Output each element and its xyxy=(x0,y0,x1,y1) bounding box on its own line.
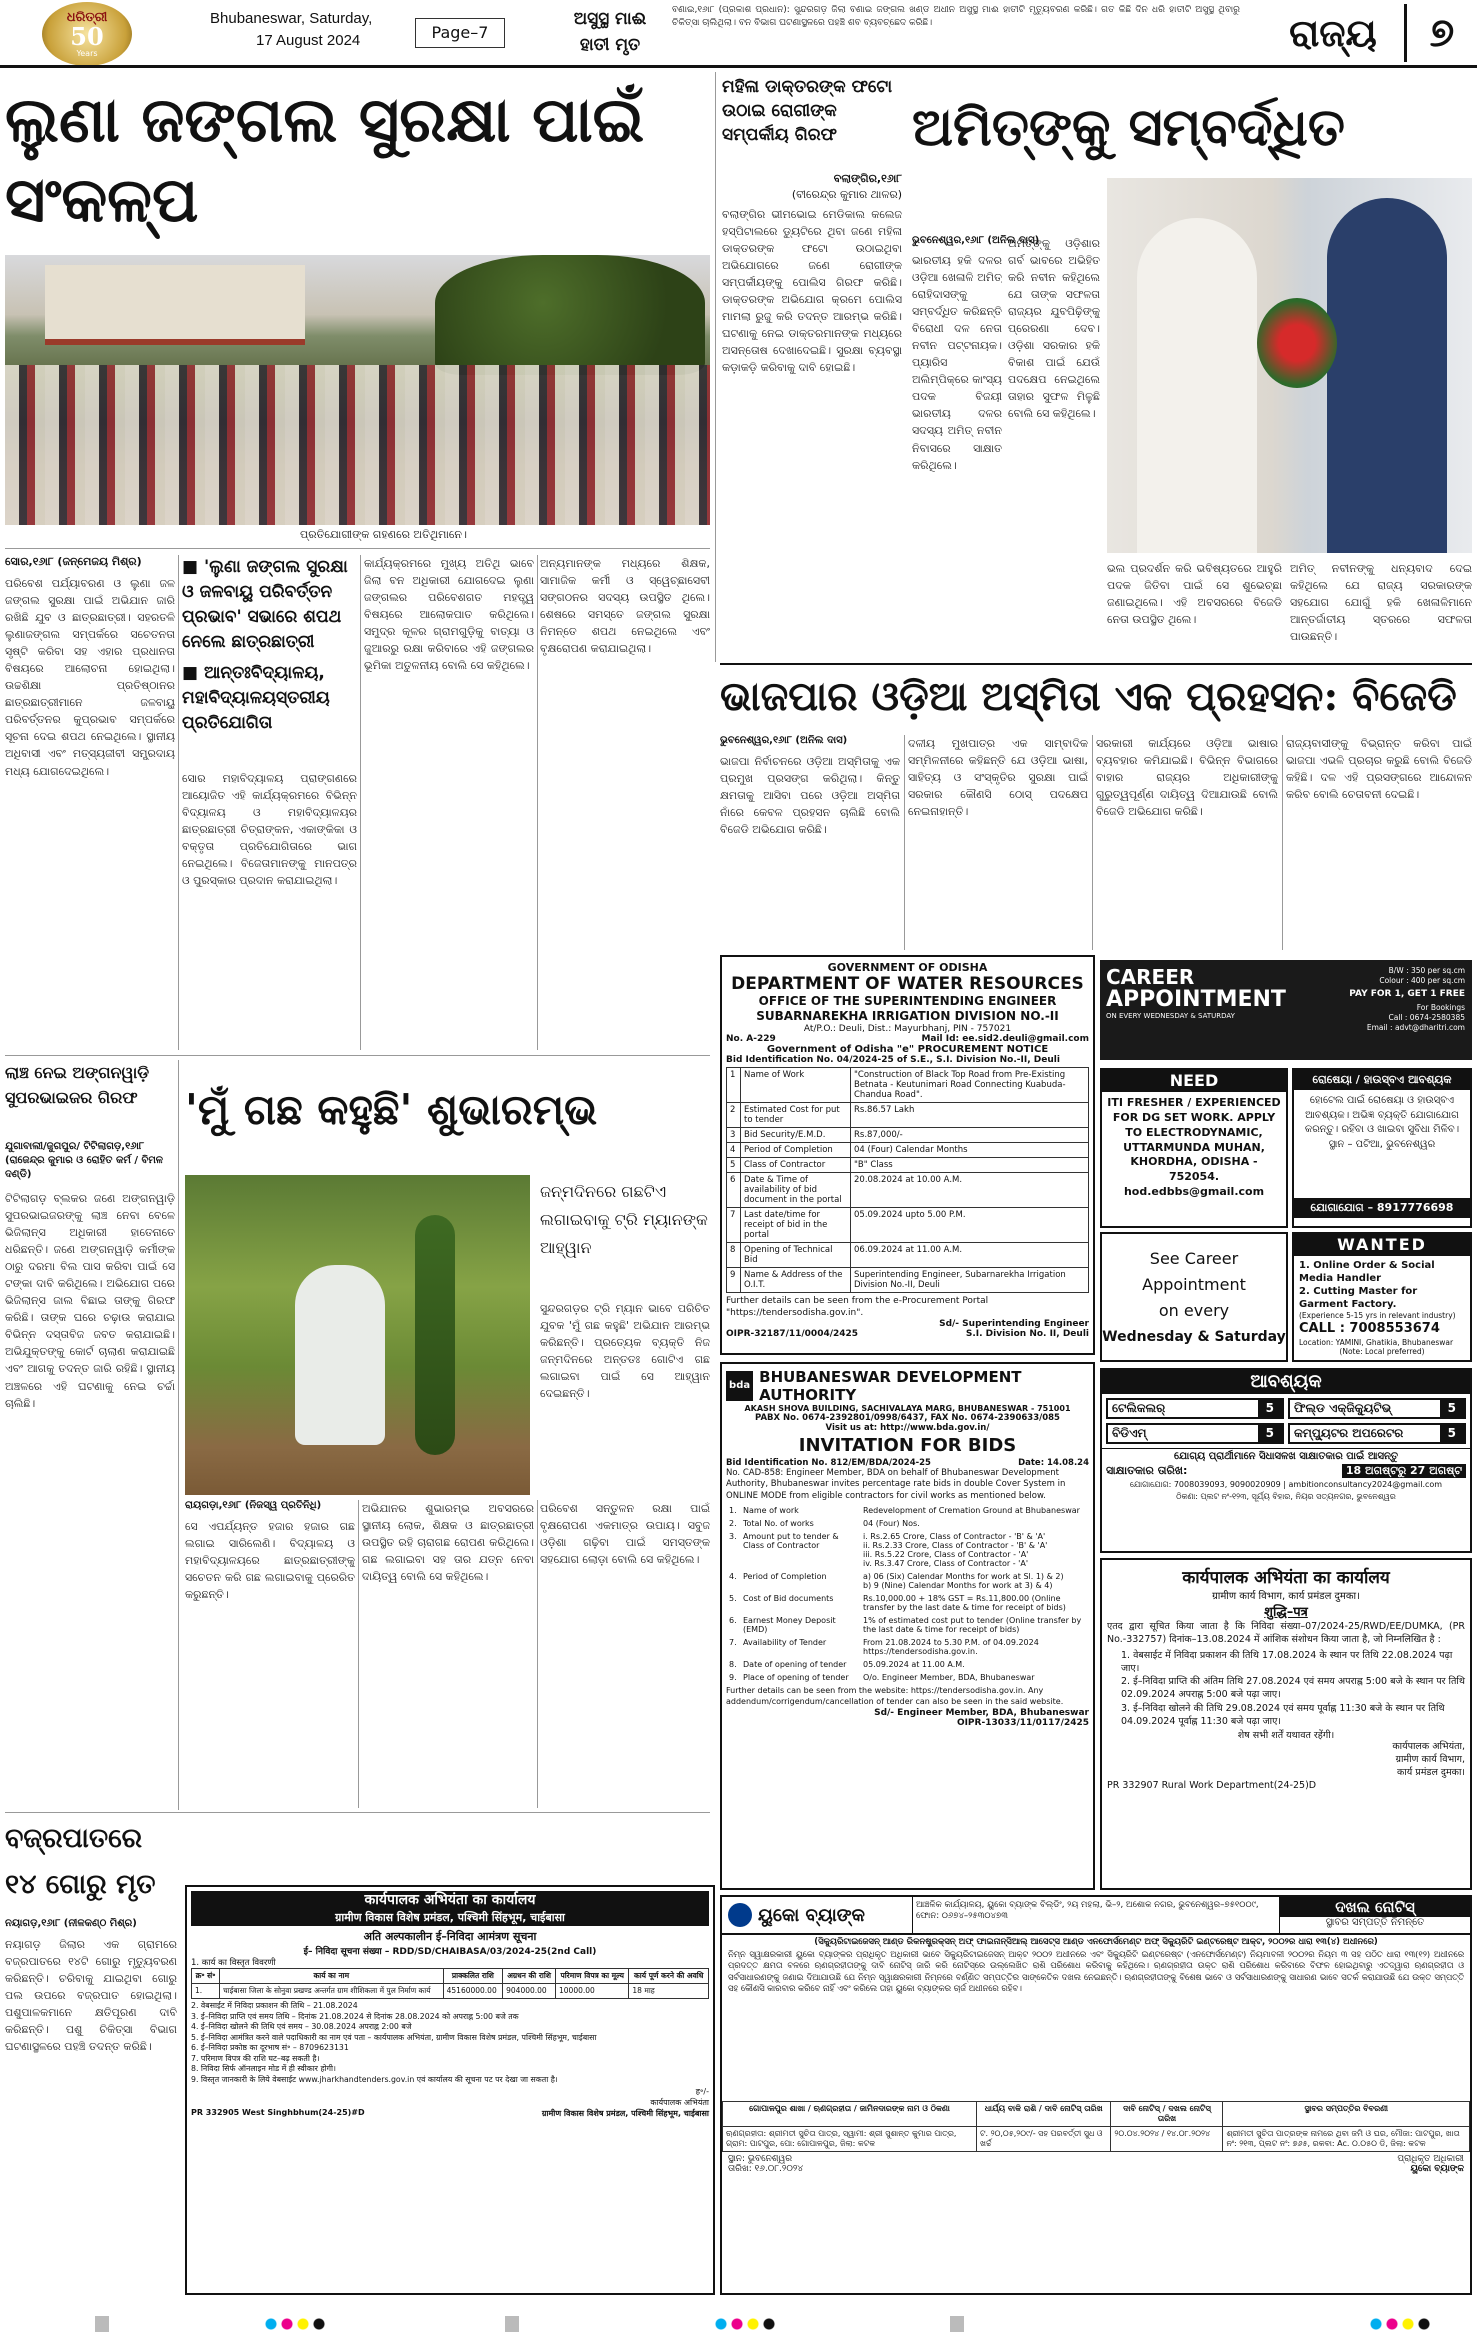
sapling xyxy=(415,1215,455,1455)
doctor-byline: (ବୀରେନ୍ଦ୍ର କୁମାର ଥାଳର) xyxy=(791,188,902,201)
naveen-body-4: ଅମିତ୍ ନବୀନଙ୍କୁ ଧନ୍ୟବାଦ ଦେଇ କହିଥିଲେ ଯେ ରାଜ୍ୟ ସରକାରଙ୍କ ସହଯୋଗ ଯୋଗୁଁ ହକି ଖେଳାଳିମାନେ ଆନ୍ତର୍ଜାତୀୟ ସ୍ତରରେ ସଫଳତା ପାଉଛନ୍ତି। xyxy=(1290,562,1472,644)
bda-web: Visit us at: http://www.bda.gov.in/ xyxy=(825,1423,990,1433)
dowr-footer: Further details can be seen from the e-Procurement Portal "https://tendersodisha.gov.in". xyxy=(726,1296,989,1319)
table-cell: 6. xyxy=(729,1616,737,1626)
abasyak-post-count: 5 xyxy=(1440,1425,1464,1442)
table-cell: Estimated Cost for put to tender xyxy=(741,1103,851,1128)
career-call: For Bookings xyxy=(1416,1003,1465,1013)
dowr-bid-id: Bid Identification No. 04/2024-25 of S.E., S.I. Division No.-II, Deuli xyxy=(726,1055,1060,1065)
lead-body-4: ଅନ୍ୟମାନଙ୍କ ମଧ୍ୟରେ ଶିକ୍ଷକ, ସାମାଜିକ କର୍ମୀ ଓ ସ୍ୱେଚ୍ଛାସେବୀ ସଙ୍ଗଠନର ସଦସ୍ୟ ଉପସ୍ଥିତ ଥିଲେ। ଶେଷରେ ସମସ୍ତେ ଜଙ୍ଗଲ ସୁରକ୍ଷା ନିମନ୍ତେ ଶପଥ ନେଇଥିଲେ ଏବଂ ବୃକ୍ଷରୋପଣ କରାଯାଇଥିଲା। xyxy=(540,557,710,656)
table-cell: Availability of Tender xyxy=(743,1638,827,1648)
table-row xyxy=(726,1504,1089,1517)
table-row xyxy=(727,1158,1089,1173)
ad-career xyxy=(1100,960,1472,1060)
brand-logo xyxy=(42,2,132,66)
dowr-top: GOVERNMENT OF ODISHA xyxy=(827,961,988,974)
uco-intro: (ସିକ୍ୟୁରିଟାଇଜେସନ୍ ଆଣ୍ଡ ରିକନଷ୍ଟ୍ରକ୍ସନ୍ ଅଫ୍ ଫାଇନାନ୍ସିଆଲ୍ ଆସେଟ୍ସ ଆଣ୍ଡ ଏନଫୋର୍ସମେଣ୍ଟ ଅଫ୍ ସିକ୍ୟୁରିଟି ଇଣ୍ଟରେଷ୍ଟ ଆକ୍ଟ, ୨୦୦୨ର ଧାରା ୧୩(୪) ଅଧୀନରେ) xyxy=(814,1937,1378,1947)
dateline-block xyxy=(210,8,410,58)
career-title-2: APPOINTMENT xyxy=(1106,987,1286,1012)
chaibasa-ref: ई– निविदा सूचना संख्या – RDD/SD/CHAIBASA/03/2024-25(2nd Call) xyxy=(303,1947,597,1957)
bjd-dateline: ଭୁବନେଶ୍ୱର,୧୬ା୮ (ଅନିଲ ଦାସ) xyxy=(720,735,848,746)
table-cell: Date & Time of availability of bid document in the portal xyxy=(741,1173,851,1208)
chaibasa-sub2: 1. कार्य का विस्तृत विवरणी xyxy=(191,1958,276,1968)
uco-header-2: ଧାର୍ଯ୍ୟ ବାକି ରାଶି / ଦାବି ନୋଟିସ୍ ତାରିଖ xyxy=(976,2102,1110,2127)
need-body: ITI FRESHER / EXPERIENCED FOR DG SET WORK. APPLY TO ELECTRODYNAMIC, UTTARMUNDA MUHAN, KHORDHA, ODISHA - 752054. hod.edbbs@gmail.com xyxy=(1107,1096,1281,1199)
uco-bank-label: ୟୁକୋ ବ୍ୟାଙ୍କ xyxy=(758,1904,865,1926)
uco-logo-icon xyxy=(728,1903,752,1927)
table-row xyxy=(726,1530,1089,1570)
ad-odia-job xyxy=(1292,1068,1472,1228)
lead-headline: ଲୁଣା ଜଙ୍ଗଲ ସୁରକ୍ଷା ପାଇଁ ସଂକଳ୍ପ xyxy=(5,83,645,236)
hindi-title: कार्यपालक अभियंता का कार्यालय xyxy=(1182,1568,1390,1588)
table-cell: 20.08.2024 at 10.00 A.M. xyxy=(851,1173,1089,1208)
uco-header-4: ସ୍ଥାବର ସମ୍ପତ୍ତିର ବିବରଣୀ xyxy=(1223,2102,1470,2127)
hindi-sub: ग्रामीण कार्य विभाग, कार्य प्रमंडल दुमका। xyxy=(1212,1591,1360,1602)
hindi-corr: शुद्धि–पत्र xyxy=(1264,1605,1308,1620)
chaibasa-item: 7. परिमाण विपत्र की राशि घट–बढ़ सकती है। xyxy=(191,2053,320,2063)
anniversary-number: 50 xyxy=(70,22,104,51)
building-shape xyxy=(45,265,305,345)
dowr-sign-2: S.I. Division No. II, Deuli xyxy=(965,1329,1089,1340)
lead-body-1: ପରିବେଶ ପର୍ଯ୍ୟାବରଣ ଓ ଲୁଣା ଜଳ ଜଙ୍ଗଲ ସୁରକ୍ଷା ପାଇଁ ଅଭିଯାନ ଜାରି ରଖିଛି ଯୁବ ଓ ଛାତ୍ରଛାତ୍ରୀ। ସହରତଳି ଲୁଣାଜଙ୍ଗଲ ସମ୍ପର୍କରେ ସଚେତନତା ସୃଷ୍ଟି କରିବା ସହ ଏହାର ପ୍ରଧାନତା ବିଷୟରେ ଆଲୋଚନା ହୋଇଥିଲା। ଉଚ୍ଚଶିକ୍ଷା ପ୍ରତିଷ୍ଠାନର ଛାତ୍ରଛାତ୍ରୀମାନେ ଜଳବାୟୁ ପରିବର୍ତ୍ତନର କୁପ୍ରଭାବ ସମ୍ପର୍କରେ ସୂଚନା ଦେଇ ଶପଥ ନେଇଥିଲେ। ସ୍ଥାନୀୟ ଅଧିବାସୀ ଏବଂ ମତ୍ସ୍ୟଜୀବୀ ସମ୍ପ୍ରଦାୟ ମଧ୍ୟ ଯୋଗଦେଇଥିଲେ। xyxy=(5,577,175,778)
table-header: क्र॰ सं॰ xyxy=(192,1969,220,1984)
table-cell: Earnest Money Deposit (EMD) xyxy=(743,1616,836,1635)
table-cell: चाईबासा जिला के सोनुवा प्रखण्ड अन्तर्गत ग्राम शीशिकला में पुल निर्माण कार्य xyxy=(219,1984,443,1999)
page-label: Page–7 xyxy=(415,18,505,48)
lead-body-2: ସୋର ମହାବିଦ୍ୟାଳୟ ପ୍ରାଙ୍ଗଣରେ ଆୟୋଜିତ ଏହି କାର୍ଯ୍ୟକ୍ରମରେ ବିଭିନ୍ନ ବିଦ୍ୟାଳୟ ଓ ମହାବିଦ୍ୟାଳୟର ଛାତ୍ରଛାତ୍ରୀ ଚିତ୍ରାଙ୍କନ, ଏକାଙ୍କିକା ଓ ବକ୍ତୃତା ପ୍ରତିଯୋଗିତାରେ ଭାଗ ନେଇଥିଲେ। ବିଜେତାମାନଙ୍କୁ ମାନପତ୍ର ଓ ପୁରସ୍କାର ପ୍ରଦାନ କରାଯାଇଥିଲା। xyxy=(182,772,357,888)
table-cell: 1. xyxy=(192,1984,220,1999)
career-offer: PAY FOR 1, GET 1 FREE xyxy=(1349,988,1465,999)
naveen-headline: ଅମିତ୍‌ଙ୍କୁ ସମ୍ବର୍ଦ୍ଧିତ xyxy=(912,97,1345,158)
brand-name: ଧରିତ୍ରୀ xyxy=(66,10,108,25)
abasyak-date: 18 ଅଗଷ୍ଟରୁ 27 ଅଗଷ୍ଟ xyxy=(1342,1464,1466,1478)
bda-bid-id: Bid Identification No. 812/EM/BDA/2024-25 xyxy=(726,1458,931,1468)
table-row xyxy=(727,1103,1089,1128)
table-row xyxy=(727,1243,1089,1268)
chaibasa-item: 3. ई–निविदा प्राप्ति एवं समय तिथि – दिनांक 21.08.2024 से दिनांक 28.08.2024 को अपराह्न 5:00 बजे तक xyxy=(191,2011,519,2021)
abasyak-post-label: ବିଡିଏମ୍ xyxy=(1112,1426,1147,1440)
teaser-head-2: ହାତୀ ମୃତ xyxy=(579,35,641,55)
bda-contact: PABX No. 0674-2392801/0998/6437, FAX No. 0674-2390633/085 xyxy=(755,1413,1060,1423)
table-row xyxy=(726,1592,1089,1614)
table-cell: 9 xyxy=(727,1268,741,1293)
abasyak-contact: ଯୋଗାଯୋଗ: 7008039093, 9090020909 | ambitionconsultancy2024@gmail.com xyxy=(1129,1480,1443,1489)
tree-body-1: ସୁନ୍ଦରଗଡ଼ର ଟ୍ରି ମ୍ୟାନ ଭାବେ ପରିଚିତ ଯୁବକ 'ମୁଁ ଗଛ କହୁଛି' ଅଭିଯାନ ଆରମ୍ଭ କରିଛନ୍ତି। ପ୍ରତ୍ୟେକ ବ୍ୟକ୍ତି ନିଜ ଜନ୍ମଦିନରେ ଅନ୍ତତଃ ଗୋଟିଏ ଗଛ ଲଗାଇବା ପାଇଁ ସେ ଆହ୍ୱାନ ଦେଇଛନ୍ତି। xyxy=(540,1302,710,1401)
ad-hindi-dumka xyxy=(1100,1558,1472,1890)
bda-oipr: OIPR-13033/11/0117/2425 xyxy=(956,1718,1089,1728)
anganwadi-body: ଟିଟିଲାଗଡ଼ ବ୍ଲକର ଜଣେ ଅଙ୍ଗନୱାଡ଼ି ସୁପରଭାଇଜରଙ୍କୁ ଲାଞ୍ଚ ନେବା ବେଳେ ଭିଜିଲାନ୍ସ ଅଧିକାରୀ ହାତେନାତେ ଧରିଛନ୍ତି। ଜଣେ ଅଙ୍ଗନୱାଡ଼ି କର୍ମୀଙ୍କ ଠାରୁ ଦରମା ବିଲ ପାସ କରିବା ପାଇଁ ସେ ଟଙ୍କା ଦାବି କରିଥିଲେ। ଅଭିଯୋଗ ପରେ ଭିଜିଲାନ୍ସ ଜାଲ ବିଛାଇ ତାଙ୍କୁ ଗିରଫ କରିଛି। ତାଙ୍କ ଘରେ ଚଢ଼ାଉ କରାଯାଇ ବିଭିନ୍ନ ଦସ୍ତାବିଜ ଜବତ କରାଯାଇଛି। ଅଭିଯୁକ୍ତଙ୍କୁ କୋର୍ଟ ଚାଲାଣ କରାଯାଇଛି ଏବଂ ଆଗକୁ ତଦନ୍ତ ଜାରି ରହିଛି। ସ୍ଥାନୀୟ ଅଞ୍ଚଳରେ ଏହି ଘଟଣାକୁ ନେଇ ଚର୍ଚ୍ଚା ଚାଲିଛି। xyxy=(5,1192,175,1410)
table-cell: 7. xyxy=(729,1638,737,1648)
uco-cell-1: ଋଣଗ୍ରହୀତା: ଶ୍ରୀମତୀ ସୁଚିତା ପାତ୍ର, ସ୍ୱାମୀ: ଶ୍ରୀ ସୁଶାନ୍ତ କୁମାର ପାତ୍ର, ଗ୍ରାମ: ପାଟପୁର, ପୋ: ଗୋପାଳପୁର, ଜିଲା: କଟକ xyxy=(723,2127,977,2152)
table-cell: Name of Work xyxy=(741,1068,851,1103)
uco-cell-2: ଟ. ୨୦,୦୫,୨୦୯/- ସହ ପରବର୍ତ୍ତୀ ସୁଧ ଓ ଖର୍ଚ୍ଚ xyxy=(976,2127,1110,2152)
tree-body-3: ଅଭିଯାନର ଶୁଭାରମ୍ଭ ଅବସରରେ ସ୍ଥାନୀୟ ଲୋକ, ଶିକ୍ଷକ ଓ ଛାତ୍ରଛାତ୍ରୀ ଉପସ୍ଥିତ ରହି ଚାରାଗଛ ରୋପଣ କରିଥିଲେ। ଗଛ ଲଗାଇବା ସହ ତାର ଯତ୍ନ ନେବା ଦାୟିତ୍ୱ ବୋଲି ସେ କହିଥିଲେ। xyxy=(362,1502,534,1584)
uco-table xyxy=(722,2101,1470,2152)
registration-bar-right xyxy=(950,2316,964,2332)
wanted-item-1: 1. Online Order & Social Media Handler xyxy=(1299,1260,1435,1284)
abasyak-post-count: 5 xyxy=(1258,1400,1282,1417)
table-row xyxy=(726,1570,1089,1592)
lightning-headline-2: ୧୪ ଗୋରୁ ମୃତ xyxy=(5,1869,156,1900)
table-row xyxy=(727,1173,1089,1208)
anganwadi-headline: ଲାଞ୍ଚ ନେଇ ଅଙ୍ଗନୱାଡ଼ି ସୁପରଭାଇଜର ଗିରଫ xyxy=(5,1063,150,1107)
chaibasa-sign-2: कार्यपालक अभियंता xyxy=(650,2097,709,2107)
career-rate-2: Colour : 400 per sq.cm xyxy=(1379,975,1465,985)
chaibasa-item: 5. ई–निविदा आमंत्रित करने वाले पदाधिकारी का नाम एवं पता – कार्यपालक अभियंता, ग्रामीण विकास विशेष प्रमंडल, पश्चिमी सिंहभूम, चाईबासा xyxy=(191,2032,597,2042)
table-cell: 4 xyxy=(727,1143,741,1158)
table-cell: 5 xyxy=(727,1158,741,1173)
anganwadi-dateline: ଯୁଗାବାଲୀ/ଜୁଗପୁର/ ଟିଟିଲାଗଡ଼,୧୬ା୮ (ରାଜେନ୍ଦ୍ର କୁମାର ଓ ରୋହିତ କର୍ମ / ବିମଳ ଦଣ୍ଡି) xyxy=(5,1141,164,1180)
table-cell: Last date/time for receipt of bid in the portal xyxy=(741,1208,851,1243)
table-cell: 06.09.2024 at 11.00 A.M. xyxy=(851,1243,1089,1268)
table-cell: 4. xyxy=(729,1572,737,1582)
table-cell: 904000.00 xyxy=(503,1984,556,1999)
dateline-day: Bhubaneswar, Saturday, xyxy=(210,10,373,27)
lead-subhead-1: ■ 'ଲୁଣା ଜଙ୍ଗଲ ସୁରକ୍ଷା ଓ ଜଳବାୟୁ ପରିବର୍ତ୍ତନ ପ୍ରଭାବ' ସଭାରେ ଶପଥ ନେଲେ ଛାତ୍ରଛାତ୍ରୀ xyxy=(182,557,348,652)
table-cell: 1. xyxy=(729,1506,737,1516)
abasyak-note: ଯୋଗ୍ୟ ପ୍ରାର୍ଥୀମାନେ ସିଧାସଳଖ ସାକ୍ଷାତକାର ପାଇଁ ଆସନ୍ତୁ xyxy=(1102,1448,1470,1464)
teaser-body: ବଣାଇ,୧୬ା୮ (ପ୍ରକାଶ ପ୍ରଧାନ): ସୁନ୍ଦରଗଡ଼ ଜିଲା ବଣାଇ ଜଙ୍ଗଲ ଖଣ୍ଡ ଅଧୀନ ଅସୁସ୍ଥ ମାଈ ହାତୀଟି ମୃତ୍ୟୁବରଣ କରିଛି। ଗତ କିଛି ଦିନ ଧରି ହାତୀଟି ଅସୁସ୍ଥ ଥିବାରୁ ଚିକିତ୍ସା ଚାଲିଥିଲା। ବନ ବିଭାଗ ଘଟଣାସ୍ଥଳରେ ପହଞ୍ଚି ଶବ ବ୍ୟବଚ୍ଛେଦ କରିଛି। xyxy=(672,5,1240,28)
abasyak-post-count: 5 xyxy=(1258,1425,1282,1442)
naveen-photo xyxy=(1107,178,1472,553)
bda-intro: No. CAD-858: Engineer Member, BDA on behalf of Bhubaneswar Development Authority, Bhubaneswar invites percentage rate bids in double Cover System in ONLINE MODE from eligible contractors for civil works as mentioned below. xyxy=(726,1468,1066,1501)
table-cell: 7 xyxy=(727,1208,741,1243)
abasyak-date-label: ସାକ୍ଷାତକାର ତାରିଖ: xyxy=(1106,1464,1188,1477)
dowr-oipr: OIPR-32187/11/0004/2425 xyxy=(726,1329,859,1340)
lead-subhead-2: ■ ଆନ୍ତଃବିଦ୍ୟାଳୟ, ମହାବିଦ୍ୟାଳୟସ୍ତରୀୟ ପ୍ରତିଯୋଗିତା xyxy=(182,663,330,733)
uco-body: ନିମ୍ନ ସ୍ୱାକ୍ଷରକାରୀ ୟୁକୋ ବ୍ୟାଙ୍କର ପ୍ରାଧିକୃତ ଅଧିକାରୀ ଭାବେ ସିକ୍ୟୁରିଟାଇଜେସନ୍ ଆକ୍ଟ ୨୦୦୨ ଅଧୀନରେ ଏବଂ ସିକ୍ୟୁରିଟି ଇଣ୍ଟରେଷ୍ଟ (ଏନଫୋର୍ସମେଣ୍ଟ) ନିୟମାବଳୀ ୨୦୦୨ର ନିୟମ ୩ ସହ ପଠିତ ଧାରା ୧୩(୧୨) ଅଧୀନରେ ପ୍ରଦତ୍ତ କ୍ଷମତା ବଳରେ ଋଣଗ୍ରହୀତାଙ୍କୁ ଦାବି ନୋଟିସ୍ ଜାରି କରି ନୋଟିସ୍‌ରେ ଉଲ୍ଲେଖିତ ରାଶି ପରିଶୋଧ କରିବାକୁ କହିଥିଲେ। ଋଣଗ୍ରହୀତା ଉକ୍ତ ରାଶି ପରିଶୋଧ କରିବାରେ ବିଫଳ ହୋଇଥିବାରୁ ଏତଦ୍ୱାରା ଋଣଗ୍ରହୀତା ଓ ସର୍ବସାଧାରଣଙ୍କୁ ଜଣାଇ ଦିଆଯାଉଛି ଯେ ନିମ୍ନ ସ୍ୱାକ୍ଷରକାରୀ ନିମ୍ନରେ ବର୍ଣ୍ଣିତ ସମ୍ପତ୍ତିର ସାଙ୍କେତିକ ଦଖଲ ନେଇଛନ୍ତି। ଋଣଗ୍ରହୀତାଙ୍କୁ ବିଶେଷ ଭାବେ ଓ ସର୍ବସାଧାରଣଙ୍କୁ ସାଧାରଣ ଭାବେ ସତର୍କ କରାଯାଉଛି ଯେ ଉକ୍ତ ସମ୍ପତ୍ତି ସହ କୌଣସି କାରବାର କରିବେ ନାହିଁ ଏବଂ କରିଲେ ତାହା ୟୁକୋ ବ୍ୟାଙ୍କର ଚାର୍ଜ ଅଧୀନରେ ରହିବ। xyxy=(728,1949,1464,1994)
table-cell: Total No. of works xyxy=(743,1519,814,1529)
dowr-sign: Sd/- Superintending Engineer xyxy=(939,1319,1089,1330)
table-cell: Class of Contractor xyxy=(741,1158,851,1173)
dowr-address: At/P.O.: Deuli, Dist.: Mayurbhanj, PIN - 757021 xyxy=(803,1024,1012,1034)
table-cell: 45160000.00 xyxy=(443,1984,503,1999)
doctor-headline: ମହିଳା ଡାକ୍ତରଙ୍କ ଫଟୋ ଉଠାଇ ରୋଗୀଙ୍କ ସମ୍ପର୍କୀୟ ଗିରଫ xyxy=(722,77,893,145)
career-rate-1: B/W : 350 per sq.cm xyxy=(1388,966,1465,975)
hindi-items xyxy=(1107,1649,1465,1729)
bda-sign: Sd/- Engineer Member, BDA, Bhubaneswar xyxy=(874,1708,1089,1718)
chaibasa-sign-1: ह॰/- xyxy=(695,2087,709,2097)
table-header: कार्य का नाम xyxy=(219,1969,443,1984)
hindi-sign-1: कार्यपालक अभियंता, xyxy=(1392,1741,1465,1753)
section-name: ରାଜ୍ୟ xyxy=(1262,4,1407,62)
table-cell: 05.09.2024 at 11.00 A.M. xyxy=(863,1660,965,1670)
lead-body-3: କାର୍ଯ୍ୟକ୍ରମରେ ମୁଖ୍ୟ ଅତିଥି ଭାବେ ଜିଲା ବନ ଅଧିକାରୀ ଯୋଗଦେଇ ଲୁଣା ଜଙ୍ଗଲର ପରିବେଶଗତ ମହତ୍ତ୍ୱ ବିଷୟରେ ଆଲୋକପାତ କରିଥିଲେ। ସମୁଦ୍ର କୂଳର ଗ୍ରାମଗୁଡ଼ିକୁ ବାତ୍ୟା ଓ ଜୁଆରରୁ ରକ୍ଷା କରିବାରେ ଏହି ଜଙ୍ଗଲର ଭୂମିକା ଅତୁଳନୀୟ ବୋଲି ସେ କହିଥିଲେ। xyxy=(364,557,534,673)
chaibasa-item: 9. विस्तृत जानकारी के लिये वेबसाईट www.jharkhandtenders.gov.in एवं कार्यालय की सूचना पट पर देखा जा सकता है। xyxy=(191,2074,558,2084)
bjd-body-1: ଭାଜପା ନିର୍ବାଚନରେ ଓଡ଼ିଆ ଅସ୍ମିତାକୁ ଏକ ପ୍ରମୁଖ ପ୍ରସଙ୍ଗ କରିଥିଲା। କିନ୍ତୁ କ୍ଷମତାକୁ ଆସିବା ପରେ ଓଡ଼ିଆ ଅସ୍ମିତା ନାଁରେ କେବଳ ପ୍ରହସନ ଚାଲିଛି ବୋଲି ବିଜେଡି ଅଭିଯୋଗ କରିଛି। xyxy=(720,755,900,837)
table-cell: 05.09.2024 upto 5.00 P.M. xyxy=(851,1208,1089,1243)
career-email: Email : advt@dharitri.com xyxy=(1366,1022,1465,1032)
table-cell: Place of opening of tender xyxy=(743,1673,849,1683)
ad-uco xyxy=(720,1895,1472,2295)
chaibasa-sub: ग्रामीण विकास विशेष प्रमंडल, पश्चिमी सिंहभूम, चाईबासा xyxy=(191,1910,709,1926)
ad-chaibasa xyxy=(185,1885,715,2295)
table-cell: 10000.00 xyxy=(556,1984,629,1999)
table-cell: 1% of estimated cost put to tender (Online transfer by the last date & time for receipt of bids) xyxy=(863,1616,1082,1635)
abasyak-post xyxy=(1288,1398,1466,1419)
chaibasa-item: 8. निविदा सिर्फ ऑनलाइन मोड में ही स्वीकार होगी। xyxy=(191,2064,336,2074)
chaibasa-items xyxy=(191,2001,709,2085)
anniversary-sub: Years xyxy=(76,49,98,58)
table-cell: Opening of Technical Bid xyxy=(741,1243,851,1268)
chaibasa-pr: PR 332905 West Singhbhum(24-25)#D xyxy=(191,2107,365,2117)
odia-job-body: ହୋଟେଲ ପାଇଁ ରୋଷେୟା ଓ ହାଉସ୍‌ବଏ ଆବଶ୍ୟକ। ଅଭିଜ୍ଞ ବ୍ୟକ୍ତି ଯୋଗାଯୋଗ କରନ୍ତୁ। ରହିବା ଓ ଖାଇବା ସୁବିଧା ମିଳିବ। ସ୍ଥାନ – ପଟିଆ, ଭୁବନେଶ୍ୱର xyxy=(1304,1095,1460,1150)
uco-date: ତାରିଖ: ୧୬.୦୮.୨୦୨୪ xyxy=(728,2164,804,2174)
bouquet xyxy=(1257,298,1337,388)
hindi-body: एतद द्वारा सूचित किया जाता है कि निविदा संख्या–07/2024-25/RWD/EE/DUMKA, (PR No.-332757) दिनांक–13.08.2024 में आंशिक संशोधन किया जाता है, जो निम्नलिखित है : xyxy=(1107,1621,1465,1646)
lead-subheads xyxy=(182,555,357,755)
table-cell: 9. xyxy=(729,1673,737,1683)
lightning-dateline: ନୟାଗଡ଼,୧୬ା୮ (ନୀଳକଣ୍ଠ ମିଶ୍ର) xyxy=(5,1918,137,1929)
table-cell: "Construction of Black Top Road from Pre-Existing Betnata - Keutunimari Road Connecting Kuabuda-Chandua Road". xyxy=(851,1068,1089,1103)
uco-place: ସ୍ଥାନ: ଭୁବନେଶ୍ୱର xyxy=(728,2154,793,2164)
table-cell: Date of opening of tender xyxy=(743,1660,847,1670)
abasyak-post xyxy=(1288,1423,1466,1444)
color-dots-3 xyxy=(1370,2318,1440,2330)
ad-dowr xyxy=(720,955,1095,1355)
color-dots-2 xyxy=(715,2318,785,2330)
table-cell: 8 xyxy=(727,1243,741,1268)
table-cell: "B" Class xyxy=(851,1158,1089,1173)
uco-header-1: ଗୋପାଳପୁର ଶାଖା / ଋଣଗ୍ରହୀତା / ଜାମିନଦାରଙ୍କ ନାମ ଓ ଠିକଣା xyxy=(723,2102,977,2127)
wanted-local: (Note: Local preferred) xyxy=(1339,1347,1425,1357)
naveen-dateline: ଭୁବନେଶ୍ୱର,୧୬ା୮ (ଅନିଲ ଦାସ) xyxy=(912,235,1040,246)
bda-address: AKASH SHOVA BUILDING, SACHIVALAYA MARG, BHUBANESWAR - 751001 xyxy=(744,1404,1071,1413)
abasyak-title: ଆବଶ୍ୟକ xyxy=(1102,1370,1470,1394)
lead-photo xyxy=(5,255,710,525)
wanted-item-2: 2. Cutting Master for Garment Factory. xyxy=(1299,1286,1418,1310)
table-cell: Period of Completion xyxy=(743,1572,827,1582)
lightning-body: ନୟାଗଡ଼ ଜିଲାର ଏକ ଗ୍ରାମରେ ବଜ୍ରପାତରେ ୧୪ଟି ଗୋରୁ ମୃତ୍ୟୁବରଣ କରିଛନ୍ତି। ଚରିବାକୁ ଯାଇଥିବା ଗୋରୁ ପଲ ଉପରେ ବଜ୍ରପାତ ହୋଇଥିଲା। ପଶୁପାଳକମାନେ କ୍ଷତିପୂରଣ ଦାବି କରିଛନ୍ତି। ପଶୁ ଚିକିତ୍ସା ବିଭାଗ ଘଟଣାସ୍ଥଳରେ ପହଞ୍ଚି ତଦନ୍ତ କରିଛି। xyxy=(5,1938,177,2054)
doctor-dateline: ବଲାଙ୍ଗିର,୧୬ା୮ xyxy=(833,172,902,185)
table-header: परिमाण विपत्र का मूल्य xyxy=(556,1969,629,1984)
tree-dateline: ରାୟଗଡ଼ା,୧୬ା୮ (ନିଜସ୍ୱ ପ୍ରତିନିଧି) xyxy=(185,1500,322,1511)
page-number: ୭ xyxy=(1429,10,1455,56)
teaser-head-1: ଅସୁସ୍ଥ ମାଈ xyxy=(573,9,647,29)
ad-see-career xyxy=(1100,1232,1288,1362)
table-row xyxy=(727,1128,1089,1143)
table-header: अग्रधन की राशि xyxy=(503,1969,556,1984)
career-phone: Call : 0674-2580385 xyxy=(1388,1012,1465,1022)
wanted-location: Location: YAMINI, Ghatikia, Bhubaneswar xyxy=(1299,1337,1454,1347)
table-cell: Name & Address of the O.I.T. xyxy=(741,1268,851,1293)
table-cell: O/o. Engineer Member, BDA, Bhubaneswar xyxy=(863,1673,1035,1683)
tree-man xyxy=(295,1265,385,1445)
table-cell: 2. xyxy=(729,1519,737,1529)
abasyak-address: ଠିକଣା: ପ୍ଲଟ ନଂ-୧୨୩, ସୂର୍ଯ୍ୟ ବିହାର, ନିୟର ସତ୍ୟନଗର, ଭୁବନେଶ୍ୱର xyxy=(1176,1492,1396,1501)
chaibasa-item: 6. ई–निविदा प्रकोष्ठ का दूरभाष सं॰ – 8709623131 xyxy=(191,2043,349,2053)
see-career-2: Appointment xyxy=(1142,1275,1246,1294)
bjd-body-2: ଦଳୀୟ ମୁଖପାତ୍ର ଏକ ସାମ୍ବାଦିକ ସମ୍ମିଳନୀରେ କହିଛନ୍ତି ଯେ ଓଡ଼ିଆ ଭାଷା, ସାହିତ୍ୟ ଓ ସଂସ୍କୃତିର ସୁରକ୍ଷା ପାଇଁ ସରକାର କୌଣସି ଠୋସ୍ ପଦକ୍ଷେପ ନେଇନାହାନ୍ତି। xyxy=(908,737,1088,819)
masthead xyxy=(0,0,1477,68)
bda-table xyxy=(726,1504,1089,1684)
chaibasa-title: कार्यपालक अभियंता का कार्यालय xyxy=(191,1891,709,1910)
uco-sign-1: ପ୍ରାଧିକୃତ ଅଧିକାରୀ xyxy=(1397,2154,1464,2164)
table-cell: Period of Completion xyxy=(741,1143,851,1158)
see-career-1: See Career xyxy=(1149,1249,1239,1268)
lightning-headline-1: ବଜ୍ରପାତରେ xyxy=(5,1823,143,1854)
print-marks xyxy=(0,2310,1477,2339)
table-cell: Rs.86.57 Lakh xyxy=(851,1103,1089,1128)
ad-abasyak xyxy=(1100,1368,1472,1553)
table-row xyxy=(726,1614,1089,1636)
table-row xyxy=(727,1068,1089,1103)
dowr-dept: DEPARTMENT OF WATER RESOURCES xyxy=(731,974,1084,994)
need-title: NEED xyxy=(1102,1070,1286,1092)
career-sub: ON EVERY WEDNESDAY & SATURDAY xyxy=(1106,1012,1235,1020)
table-row xyxy=(726,1517,1089,1530)
table-row xyxy=(726,1658,1089,1671)
uco-sign-2: ୟୁକୋ ବ୍ୟାଙ୍କ xyxy=(1410,2164,1464,2174)
wanted-title: WANTED xyxy=(1294,1234,1470,1256)
chaibasa-item: 4. ई–निविदा खोलने की तिथि एवं समय – 30.08.2024 अपराह्न 2:00 बजे xyxy=(191,2022,412,2032)
see-career-4: Wednesday & Saturday xyxy=(1102,1329,1286,1345)
bjd-body-3: ସରକାରୀ କାର୍ଯ୍ୟରେ ଓଡ଼ିଆ ଭାଷାର ବ୍ୟବହାର କମିଯାଇଛି। ବିଭିନ୍ନ ବିଭାଗରେ ବାହାର ରାଜ୍ୟର ଅଧିକାରୀଙ୍କୁ ଗୁରୁତ୍ୱପୂର୍ଣ୍ଣ ଦାୟିତ୍ୱ ଦିଆଯାଉଛି ବୋଲି ବିଜେଡି ଅଭିଯୋଗ କରିଛି। xyxy=(1096,737,1278,819)
person-right xyxy=(1327,198,1447,553)
table-cell: Cost of Bid documents xyxy=(743,1594,834,1604)
abasyak-post xyxy=(1106,1423,1284,1444)
color-dots-1 xyxy=(265,2318,335,2330)
wanted-note: (Experience 5-15 yrs in relevant industry) xyxy=(1299,1311,1456,1320)
table-cell: Bid Security/E.M.D. xyxy=(741,1128,851,1143)
bda-name: BHUBANESWAR DEVELOPMENT AUTHORITY xyxy=(759,1368,1022,1404)
abasyak-post-count: 5 xyxy=(1440,1400,1464,1417)
lightning-headline xyxy=(5,1816,177,1916)
tree-pullquote: ଜନ୍ମଦିନରେ ଗଛଟିଏ ଲଗାଇବାକୁ ଟ୍ରି ମ୍ୟାନଙ୍କ ଆହ୍ୱାନ xyxy=(540,1182,708,1257)
table-cell: 3 xyxy=(727,1128,741,1143)
lead-dateline: ସୋର,୧୬ା୮ (ଜନ୍ମେଜୟ ମିଶ୍ର) xyxy=(5,555,142,568)
dowr-office: OFFICE OF THE SUPERINTENDING ENGINEER SUBARNAREKHA IRRIGATION DIVISION NO.-II xyxy=(756,994,1059,1023)
table-row xyxy=(727,1143,1089,1158)
career-title-1: CAREER xyxy=(1106,965,1195,989)
bda-logo: bda xyxy=(726,1371,753,1401)
dowr-mail: Mail Id: ee.sid2.deuli@gmail.com xyxy=(921,1034,1089,1044)
dateline-date: 17 August 2024 xyxy=(256,32,361,49)
dowr-ref: No. A-229 xyxy=(726,1034,776,1044)
table-cell: Redevelopment of Cremation Ground at Bhubaneswar xyxy=(863,1506,1080,1516)
table-cell: Name of work xyxy=(743,1506,799,1516)
bjd-body-4: ରାଜ୍ୟବାସୀଙ୍କୁ ବିଭ୍ରାନ୍ତ କରିବା ପାଇଁ ଭାଜପା ଏଭଳି ପ୍ରଚାର କରୁଛି ବୋଲି ବିଜେଡି କହିଛି। ଦଳ ଏହି ପ୍ରସଙ୍ଗରେ ଆନ୍ଦୋଳନ କରିବ ବୋଲି ଚେତାବନୀ ଦେଇଛି। xyxy=(1286,737,1472,802)
table-cell: 5. xyxy=(729,1594,737,1604)
naveen-body-1: ଭାରତୀୟ ହକି ଦଳର ଓଡ଼ିଆ ଖେଳାଳି ଅମିତ୍ ରୋହିଦାସଙ୍କୁ ସମ୍ବର୍ଦ୍ଧିତ କରିଛନ୍ତି ବିରୋଧୀ ଦଳ ନେତା ନବୀନ ପଟ୍ଟନାୟକ। ପ୍ୟାରିସ ଅଲିମ୍ପିକ୍‌ରେ କାଂସ୍ୟ ପଦକ ବିଜୟୀ ଭାରତୀୟ ଦଳର ସଦସ୍ୟ ଅମିତ୍ ନବୀନ ନିବାସରେ ସାକ୍ଷାତ କରିଥିଲେ। xyxy=(912,254,1002,472)
table-cell: Rs.87,000/- xyxy=(851,1128,1089,1143)
abasyak-post-label: ଫିଲ୍ଡ ଏକ୍ଜିକ୍ୟୁଟିଭ୍ xyxy=(1294,1401,1392,1415)
bjd-headline: ଭାଜପାର ଓଡ଼ିଆ ଅସ୍ମିତା ଏକ ପ୍ରହସନ: ବିଜେଡି xyxy=(720,673,1457,720)
see-career-3: on every xyxy=(1158,1301,1230,1320)
dowr-table xyxy=(726,1067,1089,1293)
wanted-call: CALL : 7008553674 xyxy=(1299,1320,1440,1336)
chaibasa-sign-3: ग्रामीण विकास विशेष प्रमंडल, पश्चिमी सिंहभूम, चाईबासा xyxy=(541,2108,709,2118)
naveen-body-3: ଭଲ ପ୍ରଦର୍ଶନ କରି ଭବିଷ୍ୟତରେ ଆହୁରି ପଦକ ଜିତିବା ପାଇଁ ସେ ଶୁଭେଚ୍ଛା ଜଣାଇଥିଲେ। ଏହି ଅବସରରେ ବିଜେଡି ନେତା ଉପସ୍ଥିତ ଥିଲେ। xyxy=(1107,562,1282,627)
table-cell: 3. xyxy=(729,1532,737,1542)
chaibasa-item: 2. वेबसाईट में निविदा प्रकाशन की तिथि – 21.08.2024 xyxy=(191,2001,358,2010)
odia-job-phone: ଯୋଗାଯୋଗ – 8917776698 xyxy=(1294,1198,1470,1218)
ad-bda xyxy=(720,1362,1095,1890)
table-row xyxy=(726,1636,1089,1658)
odia-job-title: ରୋଷେୟା / ହାଉସ୍‌ବଏ ଆବଶ୍ୟକ xyxy=(1294,1070,1470,1090)
uco-bank-name xyxy=(722,1897,912,1933)
table-cell: Superintending Engineer, Subarnarekha Irrigation Division No.-II, Deuli xyxy=(851,1268,1089,1293)
bda-title: INVITATION FOR BIDS xyxy=(798,1435,1017,1456)
tree-headline: 'ମୁଁ ଗଛ କହୁଛି' ଶୁଭାରମ୍ଭ xyxy=(185,1085,598,1134)
registration-bar-mid xyxy=(505,2316,519,2332)
ad-need xyxy=(1100,1068,1288,1228)
table-header: कार्य पूर्ण करने की अवधि xyxy=(629,1969,709,1984)
table-row xyxy=(192,1984,709,1999)
person-left xyxy=(1137,218,1257,553)
chaibasa-notice: अति अल्पकालीन ई–निविदा आमंत्रण सूचना xyxy=(363,1930,537,1943)
uco-title: ଦଖଲ ନୋଟିସ୍ xyxy=(1280,1897,1470,1917)
dowr-notice: Government of Odisha "e" PROCUREMENT NOTICE xyxy=(766,1044,1049,1055)
table-header: प्राक्कलित राशि xyxy=(443,1969,503,1984)
uco-cell-4: ଶ୍ରୀମତୀ ସୁଚିତା ପାତ୍ରଙ୍କ ନାମରେ ଥିବା ଜମି ଓ ଘର, ମୌଜା: ପାଟପୁର, ଖାତା ନଂ: ୨୧୩, ପ୍ଲଟ ନଂ: ୭୬୫, ରକବା: Ac. ୦.୦୫୦ ଡି, ଜିଲା: କଟକ xyxy=(1223,2127,1470,2152)
table-cell: 18 माह xyxy=(629,1984,709,1999)
abasyak-post-label: ଟେଲିକଲର୍ xyxy=(1112,1401,1166,1415)
hindi-item: 2. ई–निविदा प्राप्ति की अंतिम तिथि 27.08.2024 एवं समय अपराह्न 5:00 बजे के स्थान पर तिथि 02.09.2024 अपराह्न 5:00 बजे पढ़ा जाए। xyxy=(1121,1676,1465,1701)
table-cell: 2 xyxy=(727,1103,741,1128)
table-header-row xyxy=(192,1969,709,1984)
bda-date: Date: 14.08.24 xyxy=(1018,1458,1089,1468)
hindi-item: 1. वेबसाईट में निविदा प्रकाशन की तिथि 17.08.2024 के स्थान पर तिथि 22.08.2024 पढ़ा जाए। xyxy=(1121,1649,1453,1674)
naveen-body-2: ଅମିତ୍‌ଙ୍କୁ ଓଡ଼ିଶାର ଗର୍ବ ଭାବରେ ଅଭିହିତ କରି ନବୀନ କହିଥିଲେ ଯେ ତାଙ୍କ ସଫଳତା ରାଜ୍ୟର ଯୁବପିଢ଼ିଙ୍କୁ ପ୍ରେରଣା ଦେବ। ଓଡ଼ିଶା ସରକାର ହକି ବିକାଶ ପାଇଁ ଯେଉଁ ପଦକ୍ଷେପ ନେଇଥିଲେ ତାହାର ସୁଫଳ ମିଳୁଛି ବୋଲି ସେ କହିଥିଲେ। xyxy=(1008,237,1100,421)
abasyak-posts xyxy=(1102,1394,1470,1448)
table-cell: a) 06 (Six) Calendar Months for work at Sl. 1) & 2) b) 9 (Nine) Calendar Months for work at 3) & 4) xyxy=(863,1572,1064,1591)
teaser-head xyxy=(555,6,665,64)
table-cell: 8. xyxy=(729,1660,737,1670)
lead-caption: ପ୍ରତିଯୋଗୀଙ୍କ ଗହଣରେ ଅତିଥିମାନେ। xyxy=(300,528,467,541)
table-cell: Amount put to tender & Class of Contractor xyxy=(743,1532,839,1551)
doctor-body: ବଲାଙ୍ଗିର ଭୀମଭୋଇ ମେଡିକାଲ କଲେଜ ହସ୍ପିଟାଲରେ ଡ୍ୟୁଟିରେ ଥିବା ଜଣେ ମହିଳା ଡାକ୍ତରଙ୍କ ଫଟୋ ଉଠାଇଥିବା ଅଭିଯୋଗରେ ଜଣେ ରୋଗୀଙ୍କ ସମ୍ପର୍କୀୟଙ୍କୁ ପୋଲିସ ଗିରଫ କରିଛି। ଡାକ୍ତରଙ୍କ ଅଭିଯୋଗ କ୍ରମେ ପୋଲିସ ମାମଲା ରୁଜୁ କରି ତଦନ୍ତ ଆରମ୍ଭ କରିଛି। ଘଟଣାକୁ ନେଇ ଡାକ୍ତରମାନଙ୍କ ମଧ୍ୟରେ ଅସନ୍ତୋଷ ଦେଖାଦେଇଛି। ସୁରକ୍ଷା ବ୍ୟବସ୍ଥା କଡ଼ାକଡ଼ି କରିବାକୁ ଦାବି ହୋଇଛି। xyxy=(722,208,902,375)
hindi-sign-2: ग्रामीण कार्य विभाग, xyxy=(1395,1754,1465,1766)
tree-photo xyxy=(185,1175,530,1495)
table-row xyxy=(727,1268,1089,1293)
table-cell: 6 xyxy=(727,1173,741,1208)
bda-footer: Further details can be seen from the website: https://tendersodisha.gov.in. Any addendum/corrigendum/cancellation of tender can also be seen in the said website. xyxy=(726,1686,1064,1707)
tree-body-4: ପରିବେଶ ସନ୍ତୁଳନ ରକ୍ଷା ପାଇଁ ବୃକ୍ଷରୋପଣ ଏକମାତ୍ର ଉପାୟ। ସବୁଜ ଓଡ଼ିଶା ଗଢ଼ିବା ପାଇଁ ସମସ୍ତଙ୍କ ସହଯୋଗ ଲୋଡ଼ା ବୋଲି ସେ କହିଥିଲେ। xyxy=(540,1502,710,1567)
table-cell: 04 (Four) Nos. xyxy=(863,1519,920,1529)
table-cell: Rs.10,000.00 + 18% GST = Rs.11,800.00 (Online transfer by the last date & time for receipt of bids) xyxy=(863,1594,1066,1613)
abasyak-post-label: କମ୍ପ୍ୟୁଟର ଅପରେଟର xyxy=(1294,1426,1404,1440)
tree-body-2: ସେ ଏପର୍ଯ୍ୟନ୍ତ ହଜାର ହଜାର ଗଛ ଲଗାଇ ସାରିଲେଣି। ବିଦ୍ୟାଳୟ ଓ ମହାବିଦ୍ୟାଳୟରେ ଛାତ୍ରଛାତ୍ରୀଙ୍କୁ ସଚେତନ କରି ଗଛ ଲଗାଇବାକୁ ପ୍ରେରିତ କରୁଛନ୍ତି। xyxy=(185,1520,355,1602)
ad-wanted xyxy=(1292,1232,1472,1362)
uco-header-3: ଦାବି ନୋଟିସ୍ / ଦଖଲ ନୋଟିସ୍ ତାରିଖ xyxy=(1111,2102,1223,2127)
chaibasa-table xyxy=(191,1968,709,1999)
hindi-rest: शेष सभी शर्तें यथावत रहेंगी। xyxy=(1237,1730,1335,1742)
table-row xyxy=(727,1208,1089,1243)
uco-subtitle: ସ୍ଥାବର ସମ୍ପତ୍ତି ନିମନ୍ତେ xyxy=(1325,1917,1425,1928)
hindi-item: 3. ई–निविदा खोलने की तिथि 29.08.2024 एवं समय पूर्वाह्न 11:30 बजे के स्थान पर तिथि 04.09.2024 पूर्वाह्न 11:30 बजे पढ़ा जाए। xyxy=(1121,1702,1445,1728)
table-cell: i. Rs.2.65 Crore, Class of Contractor - 'B' & 'A' ii. Rs.2.33 Crore, Class of Contractor - 'B' & 'A' iii. Rs.5.22 Crore, Class of Contractor - 'A' iv. Rs.3.47 Crore, Class of Contractor - 'A' xyxy=(863,1532,1048,1569)
table-cell: 1 xyxy=(727,1068,741,1103)
registration-bar-left xyxy=(95,2316,109,2332)
table-cell: From 21.08.2024 to 5.30 P.M. of 04.09.2024 https://tendersodisha.gov.in. xyxy=(863,1638,1039,1657)
tree-shape xyxy=(435,255,705,375)
table-row xyxy=(726,1671,1089,1684)
table-cell: 04 (Four) Calendar Months xyxy=(851,1143,1089,1158)
uco-cell-3: ୨୦.୦୪.୨୦୨୪ / ୧୪.୦୮.୨୦୨୪ xyxy=(1111,2127,1223,2152)
crowd-shape xyxy=(5,365,710,525)
hindi-sign-3: कार्य प्रमंडल दुमका। xyxy=(1397,1767,1465,1778)
abasyak-post xyxy=(1106,1398,1284,1419)
hindi-pr: PR 332907 Rural Work Department(24-25)D xyxy=(1107,1779,1317,1791)
uco-branch: ଆଞ୍ଚଳିକ କାର୍ଯ୍ୟାଳୟ, ୟୁକୋ ବ୍ୟାଙ୍କ ବିଲ୍ଡିଂ, ୨ୟ ମହଲା, ଭି–୨, ଅଶୋକ ନଗର, ଭୁବନେଶ୍ୱର–୭୫୧୦୦୯, ଫୋନ: ୦୬୭୪–୨୫୩୦୪୭୩ xyxy=(912,1897,1280,1933)
